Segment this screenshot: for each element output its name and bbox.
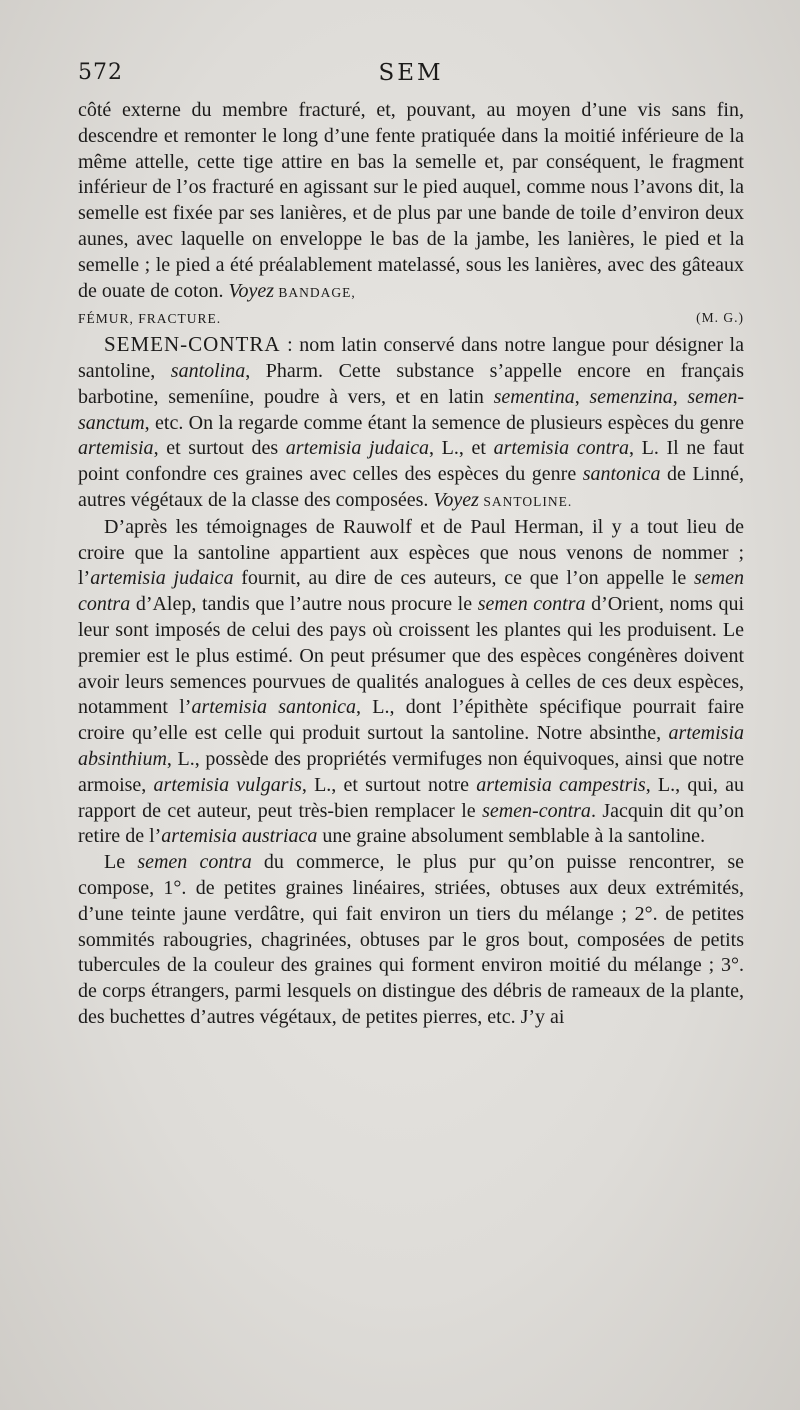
italic-term: artemisia santonica: [191, 696, 357, 719]
text-body: [78, 98, 744, 1031]
text-run: , Pharm. Cette substance s’appelle encore en français barbotine, semeníine, poudre à vers, et en latin: [78, 359, 744, 408]
text-run: D’après les témoignages de Rauwolf et de Paul Herman, il y a tout lieu de croire que la santoline appartient aux espèces que nous venons de nommer ; l’: [78, 515, 744, 590]
text-run: , L., possède des propriétés vermifuges non équivoques, ainsi que notre armoise,: [78, 747, 744, 796]
italic-term: semen contra: [477, 593, 586, 616]
italic-term: artemisia judaica: [285, 437, 429, 460]
italic-term: semen contra: [137, 851, 252, 874]
text-run: fournit, au dire de ces auteurs, ce que l’on appelle le: [233, 567, 695, 590]
entry-semen-contra: [78, 332, 744, 515]
cross-reference: BANDAGE,: [274, 284, 356, 300]
cross-reference-voyez: Voyez: [228, 279, 275, 302]
italic-term: semen-contra: [482, 799, 591, 822]
text-run: , L., qui, au rapport de cet auteur, peut très-bien remplacer le: [78, 773, 745, 822]
cross-reference: FÉMUR, FRACTURE.: [78, 311, 222, 327]
italic-term: artemisia vulgaris: [153, 773, 302, 796]
text-run: , et surtout des: [153, 437, 286, 460]
italic-term: santolina: [170, 359, 246, 382]
running-title: SEM: [378, 60, 444, 86]
cross-reference: SANTOLINE.: [478, 493, 573, 509]
italic-term: artemisia judaica: [90, 567, 234, 590]
italic-term: artemisia absinthium: [78, 722, 744, 770]
text-run: de Linné, autres végétaux de la classe des composées.: [78, 463, 744, 511]
italic-term: artemisia contra: [493, 437, 630, 460]
paragraph-text: côté externe du membre fracturé, et, pouvant, au moyen d’une vis sans fin, descendre et remonter le long d’une fente pratiquée dans la moitié inférieure de la même attelle, cette tige attire en bas la semelle et, par conséquent, le fragment inférieur de l’os fracturé en agissant sur le pied auquel, comme nous l’avons dit, la semelle est fixée par ses lanières, et de plus par une bande de toile d’environ deux aunes, avec laquelle on enveloppe le bas de la jambe, les lanières, le pied et la semelle ; le pied a été préalablement matelassé, sous les lanières, avec des gâteaux de ouate de coton.: [78, 99, 744, 302]
page-number: 572: [78, 60, 123, 85]
text-run: , L. Il ne faut point confondre ces graines avec celles des espèces du genre: [78, 437, 745, 486]
italic-term: sementina: [493, 385, 575, 408]
text-run: , L., dont l’épithète spécifique pourrait faire croire qu’elle est celle qui produit surtout la santoline. Notre absinthe,: [78, 696, 744, 745]
italic-term: artemisia: [78, 437, 154, 460]
text-run: , L., et surtout notre: [301, 773, 477, 796]
cross-reference-voyez: Voyez: [433, 488, 479, 511]
text-run: Le: [104, 851, 138, 874]
italic-term: artemisia austriaca: [161, 825, 318, 848]
page-header: [78, 60, 744, 94]
italic-term: semen-sanctum: [78, 385, 745, 434]
italic-term: semenzina: [589, 385, 673, 408]
text-run: d’Orient, noms qui leur sont imposés de celui des pays où croissent les plantes qui les produisent. Le premier est le plus estimé. On peut présumer que des espèces congénères doivent avoir leurs semences pourvues de qualités analogues à celles de ces deux espèces, notamment l’: [78, 593, 744, 719]
paragraph-commerce: [78, 850, 744, 1031]
paragraph-rauwolf: [78, 515, 744, 850]
text-run: d’Alep, tandis que l’autre nous procure le: [130, 593, 478, 616]
text-run: du commerce, le plus pur qu’on puisse rencontrer, se compose, 1°. de petites graines linéaires, striées, obtuses aux deux extrémités, d’une teinte jaune verdâtre, qui fait environ un tiers du mélange ; 2°. de petites sommités rabougries, chagrinées, obtuses par le gros bout, composées de petits tubercules de la couleur des graines qui forment environ moitié du mélange ; 3°. de corps étrangers, parmi lesquels on distingue des débris de rameaux de la plante, des buchettes d’autres végétaux, de petites pierres, etc. J’y ai: [78, 851, 745, 1028]
italic-term: artemisia campestris: [476, 773, 646, 796]
text-run: : nom latin conservé dans notre langue pour désigner la santoline,: [78, 334, 744, 382]
author-signature: (M. G.): [696, 310, 744, 326]
text-run: ,: [672, 385, 688, 408]
italic-term: santonica: [582, 463, 661, 486]
text-run: , etc. On la regarde comme étant la semence de plusieurs espèces du genre: [144, 411, 744, 434]
text-run: ,: [574, 385, 590, 408]
text-run: , L., et: [429, 437, 494, 460]
paragraph-continuation: [78, 98, 744, 332]
text-run: une graine absolument semblable à la santoline.: [317, 825, 706, 848]
entry-headword: SEMEN-CONTRA: [104, 332, 281, 357]
italic-term: semen contra: [78, 567, 744, 616]
text-run: . Jacquin dit qu’on retire de l’: [78, 799, 744, 848]
